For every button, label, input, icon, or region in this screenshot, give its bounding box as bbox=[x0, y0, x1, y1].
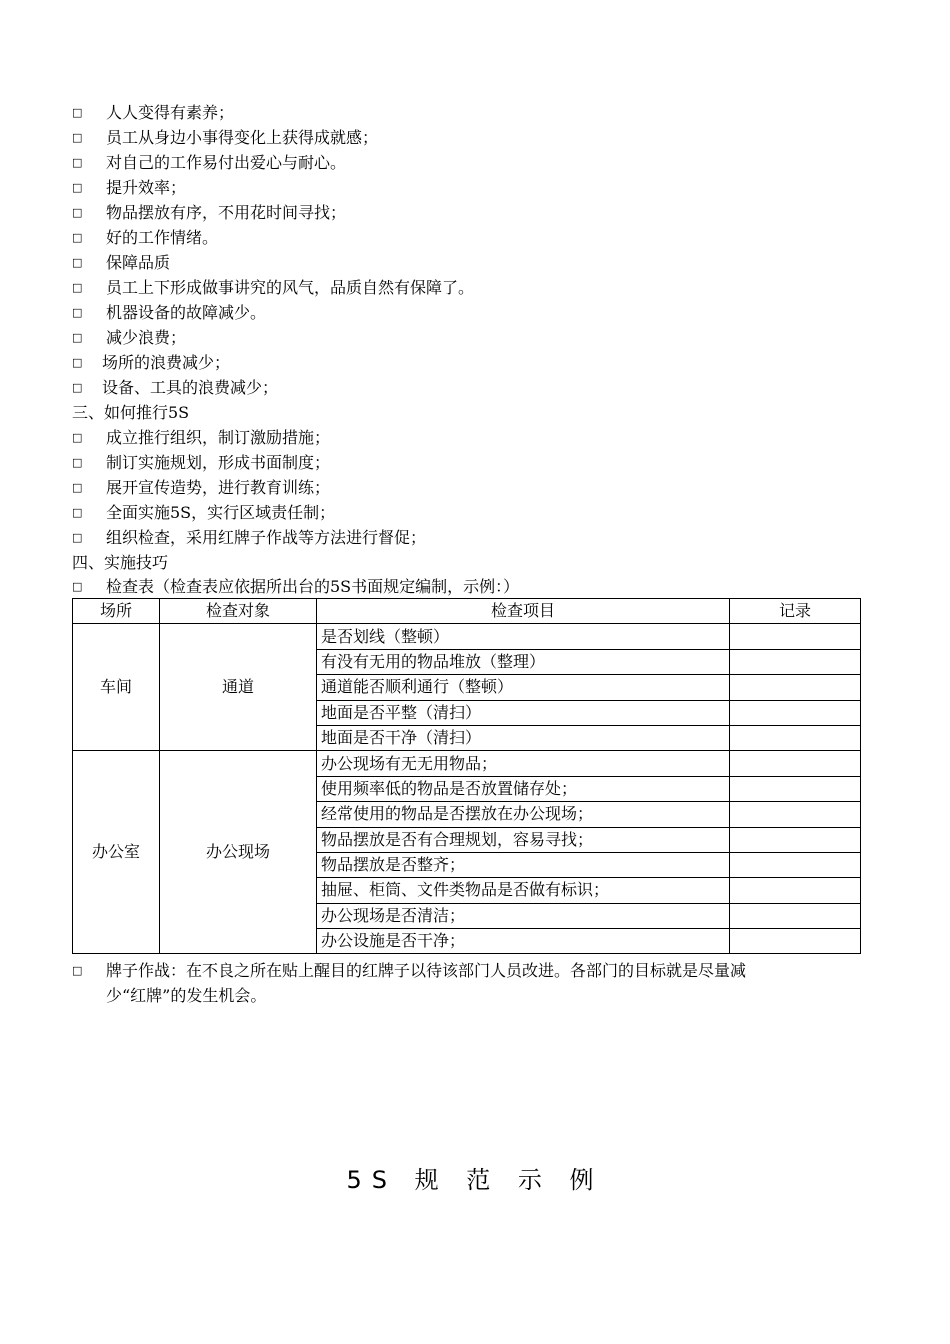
record-cell bbox=[730, 725, 861, 750]
list-item-text: 成立推行组织，制订激励措施； bbox=[106, 428, 331, 447]
list-item-text: 设备、工具的浪费减少； bbox=[102, 378, 279, 397]
record-cell bbox=[730, 903, 861, 928]
checkbox-icon: □ bbox=[72, 456, 83, 469]
list-item-text: 检查表（检查表应依据所出台的5S书面规定编制，示例：） bbox=[106, 577, 520, 596]
list-item-text: 组织检查，采用红牌子作战等方法进行督促； bbox=[106, 528, 427, 547]
section-heading: 四、实施技巧 bbox=[72, 553, 169, 572]
record-cell bbox=[730, 776, 861, 801]
paragraph-line: 少“红牌”的发生机会。 bbox=[106, 986, 267, 1005]
checkbox-icon: □ bbox=[72, 506, 83, 519]
header-record: 记录 bbox=[730, 599, 861, 624]
check-item-cell: 办公设施是否干净； bbox=[317, 929, 730, 954]
check-item-cell: 办公现场有无无用物品； bbox=[317, 751, 730, 776]
red-tag-paragraph bbox=[72, 958, 882, 1008]
record-cell bbox=[730, 649, 861, 674]
list-item-text: 减少浪费； bbox=[106, 328, 187, 347]
check-item-cell: 物品摆放是否有合理规划，容易寻找； bbox=[317, 827, 730, 852]
place-cell: 车间 bbox=[73, 624, 160, 751]
place-cell: 办公室 bbox=[73, 751, 160, 954]
checkbox-icon: □ bbox=[72, 356, 83, 369]
record-cell bbox=[730, 929, 861, 954]
record-cell bbox=[730, 751, 861, 776]
object-cell: 通道 bbox=[160, 624, 317, 751]
list-item-text: 人人变得有素养； bbox=[106, 103, 235, 122]
page-title: 5S 规 范 示 例 bbox=[346, 1166, 604, 1194]
checkbox-icon: □ bbox=[72, 531, 83, 544]
checklist-table bbox=[72, 598, 861, 954]
record-cell bbox=[730, 878, 861, 903]
record-cell bbox=[730, 802, 861, 827]
list-item-text: 保障品质 bbox=[106, 253, 171, 272]
check-item-cell: 地面是否干净（清扫） bbox=[317, 725, 730, 750]
checkbox-icon: □ bbox=[72, 331, 83, 344]
list-item-text: 物品摆放有序，不用花时间寻找； bbox=[106, 203, 347, 222]
check-item-cell: 物品摆放是否整齐； bbox=[317, 852, 730, 877]
checkbox-icon: □ bbox=[72, 306, 83, 319]
list-item-text: 提升效率； bbox=[106, 178, 187, 197]
record-cell bbox=[730, 852, 861, 877]
record-cell bbox=[730, 675, 861, 700]
checkbox-icon: □ bbox=[72, 481, 83, 494]
checkbox-icon: □ bbox=[72, 964, 83, 977]
header-item: 检查项目 bbox=[317, 599, 730, 624]
check-item-cell: 经常使用的物品是否摆放在办公现场； bbox=[317, 802, 730, 827]
table-header-row bbox=[73, 599, 861, 624]
checkbox-icon: □ bbox=[72, 256, 83, 269]
list-item-text: 机器设备的故障减少。 bbox=[106, 303, 267, 322]
check-item-cell: 是否划线（整顿） bbox=[317, 624, 730, 649]
checkbox-icon: □ bbox=[72, 381, 83, 394]
check-item-cell: 使用频率低的物品是否放置储存处； bbox=[317, 776, 730, 801]
checkbox-icon: □ bbox=[72, 106, 83, 119]
list-item-text: 对自己的工作易付出爱心与耐心。 bbox=[106, 153, 347, 172]
list-item-text: 展开宣传造势，进行教育训练； bbox=[106, 478, 331, 497]
record-cell bbox=[730, 624, 861, 649]
paragraph-line: 牌子作战：在不良之所在贴上醒目的红牌子以待该部门人员改进。各部门的目标就是尽量减 bbox=[106, 961, 747, 980]
list-item-text: 员工上下形成做事讲究的风气，品质自然有保障了。 bbox=[106, 278, 475, 297]
checkbox-icon: □ bbox=[72, 281, 83, 294]
check-item-cell: 办公现场是否清洁； bbox=[317, 903, 730, 928]
checkbox-icon: □ bbox=[72, 181, 83, 194]
check-item-cell: 抽屉、柜筒、文件类物品是否做有标识； bbox=[317, 878, 730, 903]
check-item-cell: 通道能否顺利通行（整顿） bbox=[317, 675, 730, 700]
header-object: 检查对象 bbox=[160, 599, 317, 624]
list-item-text: 制订实施规划，形成书面制度； bbox=[106, 453, 331, 472]
list-item-text: 好的工作情绪。 bbox=[106, 228, 219, 247]
checkbox-icon: □ bbox=[72, 206, 83, 219]
checkbox-icon: □ bbox=[72, 231, 83, 244]
checkbox-icon: □ bbox=[72, 431, 83, 444]
object-cell: 办公现场 bbox=[160, 751, 317, 954]
record-cell bbox=[730, 700, 861, 725]
list-item-text: 全面实施5S，实行区域责任制； bbox=[106, 503, 336, 522]
section-heading: 三、如何推行5S bbox=[72, 403, 190, 422]
header-place: 场所 bbox=[73, 599, 160, 624]
checkbox-icon: □ bbox=[72, 580, 83, 593]
checkbox-icon: □ bbox=[72, 156, 83, 169]
check-item-cell: 有没有无用的物品堆放（整理） bbox=[317, 649, 730, 674]
table-row bbox=[73, 751, 861, 776]
table-row bbox=[73, 624, 861, 649]
list-item-text: 场所的浪费减少； bbox=[102, 353, 231, 372]
record-cell bbox=[730, 827, 861, 852]
checkbox-icon: □ bbox=[72, 131, 83, 144]
check-item-cell: 地面是否平整（清扫） bbox=[317, 700, 730, 725]
list-item-text: 员工从身边小事得变化上获得成就感； bbox=[106, 128, 379, 147]
